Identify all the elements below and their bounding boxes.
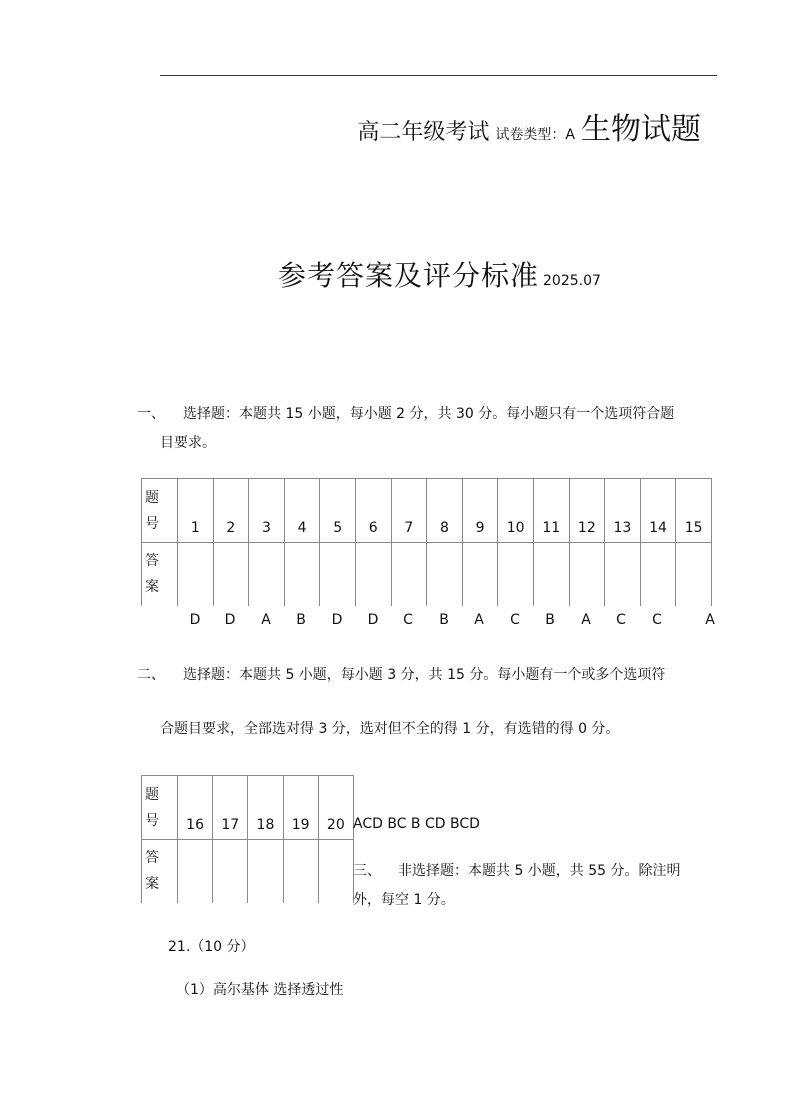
section2-q-label: 题 号: [142, 776, 178, 840]
q-number: 10: [498, 479, 534, 543]
answer-cell: [605, 543, 641, 606]
section1-answer-row: [142, 543, 712, 606]
answer-cell: [391, 543, 427, 606]
q-number: 8: [427, 479, 463, 543]
answer-cell: [213, 543, 249, 606]
section2-number-row: [142, 776, 354, 840]
document-title: [278, 254, 601, 294]
section3-line1: 非选择题：本题共 5 小题，共 55 分。除注明: [398, 863, 681, 879]
answer-letter: C: [403, 612, 413, 628]
answer-letter: D: [367, 612, 379, 628]
answer-letter: D: [224, 612, 236, 628]
answer-cell: [355, 543, 391, 606]
section2-line2: 合题目要求，全部选对得 3 分，选对但不全的得 1 分，有选错的得 0 分。: [160, 721, 620, 737]
answer-cell: [462, 543, 498, 606]
title-main: 参考答案及评分标准: [278, 259, 540, 292]
answer-letter: B: [296, 612, 306, 628]
q-number: 18: [248, 776, 283, 840]
answer-letter: D: [331, 612, 343, 628]
q-number: 17: [213, 776, 248, 840]
answer-cell: [178, 840, 213, 903]
answer-cell: [640, 543, 676, 606]
answer-cell: [569, 543, 605, 606]
section2-answer-table: [141, 775, 354, 903]
answer-cell: [249, 543, 285, 606]
answer-letter: B: [439, 612, 449, 628]
q-number: 14: [640, 479, 676, 543]
title-date: 2025.07: [543, 273, 601, 289]
q21-item1: （1）高尔基体 选择透过性: [176, 982, 344, 998]
section1-line1: 选择题：本题共 15 小题，每小题 2 分，共 30 分。每小题只有一个选项符合题: [183, 406, 675, 422]
answer-letter: A: [261, 612, 271, 628]
q-number: 7: [391, 479, 427, 543]
q-number: 11: [533, 479, 569, 543]
answer-cell: [213, 840, 248, 903]
section3-number: 三、: [353, 863, 381, 879]
q-number: 2: [213, 479, 249, 543]
answer-cell: [427, 543, 463, 606]
paper-type-label: 试卷类型：A: [495, 127, 575, 143]
section3-line2: 外，每空 1 分。: [353, 892, 455, 908]
section1-number: 一、: [137, 406, 165, 422]
answer-letter: C: [510, 612, 520, 628]
q-number: 20: [318, 776, 353, 840]
q-number: 15: [676, 479, 712, 543]
q-number: 12: [569, 479, 605, 543]
subject-title: 生物试题: [581, 112, 701, 147]
q-number: 3: [249, 479, 285, 543]
q-number: 13: [605, 479, 641, 543]
section1-number-row: [142, 479, 712, 543]
section2-answers: ACD BC B CD BCD: [353, 816, 480, 832]
q-number: 9: [462, 479, 498, 543]
page-header: [357, 104, 701, 148]
section1-answer-table: [141, 478, 712, 606]
answer-letter: D: [189, 612, 201, 628]
section2-answer-row: [142, 840, 354, 903]
q-number: 19: [283, 776, 318, 840]
section1-a-label: 答 案: [142, 543, 178, 606]
section2-line1: 选择题：本题共 5 小题，每小题 3 分，共 15 分。每小题有一个或多个选项符: [183, 667, 666, 683]
answer-cell: [498, 543, 534, 606]
q-number: 5: [320, 479, 356, 543]
answer-letter: A: [474, 612, 484, 628]
answer-cell: [676, 543, 712, 606]
answer-letter: C: [652, 612, 662, 628]
q21-title: 21.（10 分）: [168, 939, 255, 955]
answer-letter: C: [616, 612, 626, 628]
answer-cell: [533, 543, 569, 606]
section1-line2: 目要求。: [160, 435, 216, 451]
answer-cell: [318, 840, 353, 903]
answer-letter: A: [705, 612, 715, 628]
q-number: 4: [284, 479, 320, 543]
q-number: 6: [355, 479, 391, 543]
section2-number: 二、: [137, 667, 165, 683]
answer-cell: [178, 543, 214, 606]
section1-q-label: 题 号: [142, 479, 178, 543]
answer-letter: A: [581, 612, 591, 628]
q-number: 1: [178, 479, 214, 543]
answer-cell: [284, 543, 320, 606]
q-number: 16: [178, 776, 213, 840]
answer-cell: [283, 840, 318, 903]
top-rule: [160, 75, 717, 76]
section2-a-label: 答 案: [142, 840, 178, 903]
grade-exam-label: 高二年级考试: [357, 120, 490, 145]
answer-letter: B: [545, 612, 555, 628]
answer-cell: [248, 840, 283, 903]
answer-cell: [320, 543, 356, 606]
